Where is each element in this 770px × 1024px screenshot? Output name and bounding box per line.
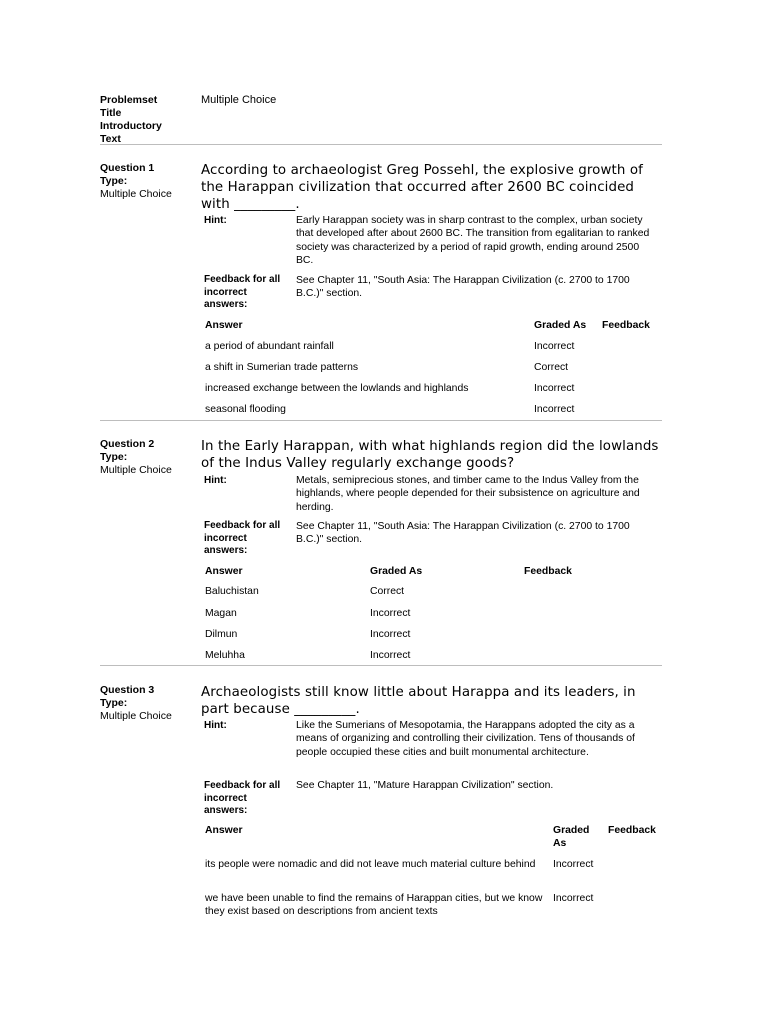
problemset-label-line: Title: [100, 107, 122, 119]
graded-as-value: Incorrect: [553, 893, 594, 904]
graded-as-value: Correct: [370, 586, 405, 597]
question-type-label: Type:: [100, 451, 128, 463]
answer-header: Answer: [205, 825, 243, 836]
hint-text: Early Harappan society was in sharp contrast to the complex, urban society that developed after about 2600 BC. The transition from egalitarian to ranked society was characterized by a period of rapid growth, ending around 2500 BC.: [296, 215, 650, 266]
feedback-header: Feedback: [608, 825, 656, 836]
divider: [100, 144, 662, 145]
question-block: [100, 684, 662, 924]
feedback-header: Feedback: [524, 566, 572, 577]
problemset-label-line: Introductory: [100, 120, 162, 132]
question-block: [100, 162, 662, 422]
question-number: Question 3: [100, 684, 155, 696]
feedback-text: See Chapter 11, "South Asia: The Harappan Civilization (c. 2700 to 1700 B.C.)" section.: [296, 275, 630, 300]
answer-header: Answer: [205, 320, 243, 331]
feedback-label-line: answers:: [204, 299, 248, 310]
feedback-label: [204, 520, 280, 558]
answer-text: increased exchange between the lowlands and highlands: [205, 383, 469, 394]
question-text: Archaeologists still know little about Harappa and its leaders, in part because _________.: [201, 685, 636, 717]
feedback-label-line: incorrect: [204, 792, 247, 804]
feedback-label-line: incorrect: [204, 532, 247, 544]
feedback-text: See Chapter 11, "Mature Harappan Civilization" section.: [296, 780, 554, 791]
question-label: [100, 438, 172, 477]
answer-text: Meluhha: [205, 650, 245, 661]
feedback-label-line: Feedback for all: [204, 274, 281, 285]
divider: [100, 665, 662, 666]
feedback-label: [204, 780, 280, 818]
answer-text: Magan: [205, 608, 237, 619]
question-text: In the Early Harappan, with what highlands region did the lowlands of the Indus Valley regularly exchange goods?: [201, 439, 659, 471]
graded-header-line: Graded: [553, 825, 590, 836]
divider: [100, 420, 662, 421]
feedback-text: See Chapter 11, "South Asia: The Harappan Civilization (c. 2700 to 1700 B.C.)" section.: [296, 521, 630, 546]
question-text: According to archaeologist Greg Possehl, the explosive growth of the Harappan civilization that occurred after 2600 BC coincided with _________.: [201, 163, 643, 212]
hint-text: Like the Sumerians of Mesopotamia, the Harappans adopted the city as a means of organizing and controlling their civilization. Tens of thousands of people occupied these cities and built monumental architecture.: [296, 720, 635, 758]
question-type: Multiple Choice: [100, 464, 172, 476]
feedback-label-line: Feedback for all: [204, 520, 281, 531]
graded-as-value: Incorrect: [370, 629, 411, 640]
graded-as-header: [553, 824, 589, 850]
problemset-value: Multiple Choice: [201, 94, 277, 106]
answer-text: Baluchistan: [205, 586, 259, 597]
answer-text: Dilmun: [205, 629, 238, 640]
question-type: Multiple Choice: [100, 188, 172, 200]
feedback-label-line: answers:: [204, 545, 248, 556]
problemset-label-line: Text: [100, 133, 121, 145]
hint-label: Hint:: [204, 720, 227, 731]
hint-label: Hint:: [204, 215, 227, 226]
question-type-label: Type:: [100, 697, 128, 709]
graded-as-value: Correct: [534, 362, 569, 373]
answer-text: we have been unable to find the remains of Harappan cities, but we know they exist based on descriptions from ancient texts: [205, 893, 543, 917]
answer-text: a period of abundant rainfall: [205, 341, 334, 352]
graded-as-value: Incorrect: [534, 341, 575, 352]
question-block: [100, 438, 662, 666]
graded-as-value: Incorrect: [534, 383, 575, 394]
graded-as-value: Incorrect: [553, 859, 594, 870]
feedback-header: Feedback: [602, 320, 650, 331]
answer-text: a shift in Sumerian trade patterns: [205, 362, 359, 373]
question-type-label: Type:: [100, 175, 128, 187]
feedback-label-line: incorrect: [204, 286, 247, 298]
feedback-label: [204, 274, 280, 312]
graded-as-value: Incorrect: [370, 608, 411, 619]
problemset-label: [100, 94, 162, 146]
graded-as-header: Graded As: [534, 320, 587, 331]
question-number: Question 1: [100, 162, 155, 174]
feedback-label-line: Feedback for all: [204, 780, 281, 791]
as-header-line: As: [553, 838, 567, 849]
feedback-label-line: answers:: [204, 805, 248, 816]
problemset-label-line: Problemset: [100, 94, 158, 106]
question-type: Multiple Choice: [100, 710, 172, 722]
hint-text: Metals, semiprecious stones, and timber came to the Indus Valley from the highlands, where people depended for their subsistence on agriculture and herding.: [296, 475, 640, 513]
answer-header: Answer: [205, 566, 243, 577]
answer-text: seasonal flooding: [205, 404, 286, 415]
question-label: [100, 684, 172, 723]
graded-as-header: Graded As: [370, 566, 423, 577]
graded-as-value: Incorrect: [534, 404, 575, 415]
question-label: [100, 162, 172, 201]
graded-as-value: Incorrect: [370, 650, 411, 661]
question-number: Question 2: [100, 438, 155, 450]
hint-label: Hint:: [204, 475, 227, 486]
answer-text: its people were nomadic and did not leave much material culture behind: [205, 859, 536, 870]
